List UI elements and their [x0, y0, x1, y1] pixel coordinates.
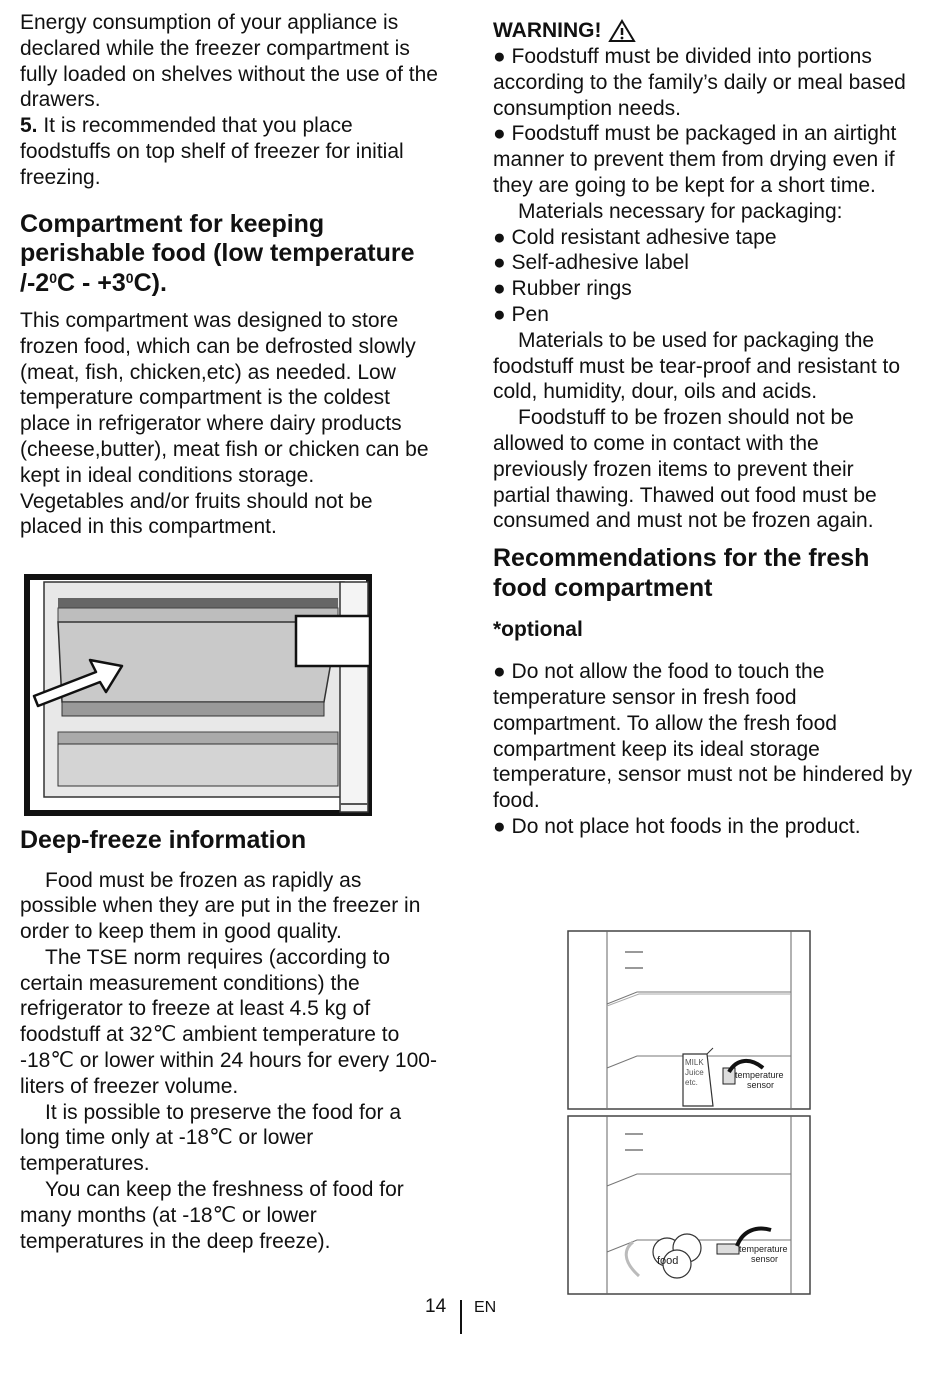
fig-juice-label: Juice — [685, 1068, 704, 1077]
rec-item-1: ● Do not allow the food to touch the temperature sensor in fresh food compartment. To allow the fresh food compartment keep its ideal storage temperature, sensor must not be hindered by food. — [493, 659, 913, 814]
material-item-3: ● Rubber rings — [493, 276, 913, 302]
warning-title-text: WARNING! — [493, 19, 602, 42]
heading1-sup2: 0 — [125, 269, 134, 286]
low-temp-heading — [20, 210, 440, 299]
vegetables-paragraph: Vegetables and/or fruits should not be placed in this compartment. — [20, 489, 373, 539]
heading1-pre: Compartment for keeping perishable food (low temperature /-2 — [20, 209, 415, 297]
low-temp-compartment-figure — [24, 574, 372, 816]
heading1-sup1: 0 — [49, 269, 57, 286]
fresh-food-heading: Recommendations for the fresh food compartment — [493, 544, 870, 602]
page-number: 14 — [425, 1296, 447, 1317]
optional-label: *optional — [493, 618, 583, 642]
warning-item-2: ● Foodstuff must be packaged in an airtight manner to prevent them from drying even if they are going to be kept for a short time. — [493, 121, 913, 198]
left-column — [20, 10, 440, 540]
deep-freeze-p3: It is possible to preserve the food for a long time only at -18℃ or lower temperatures. — [20, 1100, 402, 1176]
deep-freeze-p4: You can keep the freshness of food for many months (at -18℃ or lower temperatures in the deep freeze). — [20, 1178, 404, 1253]
step-5-number: 5. — [20, 114, 38, 138]
fresh-food-sensor-figure — [567, 930, 813, 1296]
material-item-4: ● Pen — [493, 302, 913, 328]
deep-freeze-p2: The TSE norm requires (according to certain measurement conditions) the refrigerator to freeze at least 4.5 kg of foodstuff at 32℃ ambient temperature to -18℃ or lower within 24 hours for every 100-liters of freezer volume. — [20, 945, 437, 1098]
packaging-paragraph: Materials to be used for packaging the foodstuff must be tear-proof and resistant to cold, humidity, dour, oils and acids. — [493, 328, 901, 404]
fig-sensor1-label-a: temperature — [735, 1070, 784, 1080]
fig-food-label: food — [657, 1255, 679, 1267]
heading1-mid: C - +3 — [56, 268, 126, 297]
right-column — [493, 18, 913, 840]
step-5 — [20, 113, 440, 190]
rec-item-2: ● Do not place hot foods in the product. — [493, 814, 913, 840]
intro-paragraph: Energy consumption of your appliance is declared while the freezer compartment is fully loaded on shelves without the use of the drawers. — [20, 11, 438, 112]
step-5-text: It is recommended that you place foodstuffs on top shelf of freezer for initial freezing. — [20, 114, 404, 189]
frozen-contact-paragraph: Foodstuff to be frozen should not be allowed to come in contact with the previously frozen items to prevent their partial thawing. Thawed out food must be consumed and must not be frozen again. — [493, 406, 877, 533]
low-temp-paragraph: This compartment was designed to store frozen food, which can be defrosted slowly (meat, fish, chicken,etc) as needed. Low temperature compartment is the coldest place in refrigerator where dairy products (cheese,butter), meat fish or chicken can be kept in ideal conditions storage. — [20, 309, 429, 487]
footer-divider — [460, 1300, 462, 1334]
fig-milk-label: MILK — [685, 1058, 704, 1067]
material-item-1: ● Cold resistant adhesive tape — [493, 225, 913, 251]
warning-title — [493, 18, 913, 44]
deep-freeze-p1: Food must be frozen as rapidly as possible when they are put in the freezer in order to keep them in good quality. — [20, 868, 421, 944]
language-code: EN — [474, 1299, 497, 1316]
materials-intro: Materials necessary for packaging: — [518, 199, 843, 223]
fig-sensor2-label-a: temperature — [739, 1244, 788, 1254]
heading1-post: C). — [133, 268, 167, 297]
material-item-2: ● Self-adhesive label — [493, 250, 913, 276]
fig-sensor1-label-b: sensor — [747, 1080, 775, 1090]
fig-etc-label: etc. — [685, 1078, 698, 1087]
fig-sensor2-label-b: sensor — [751, 1254, 779, 1264]
warning-item-1: ● Foodstuff must be divided into portions according to the family’s daily or meal based consumption needs. — [493, 44, 913, 121]
warning-triangle-icon — [608, 19, 636, 43]
deep-freeze-section — [20, 826, 440, 1254]
deep-freeze-heading: Deep-freeze information — [20, 826, 307, 854]
